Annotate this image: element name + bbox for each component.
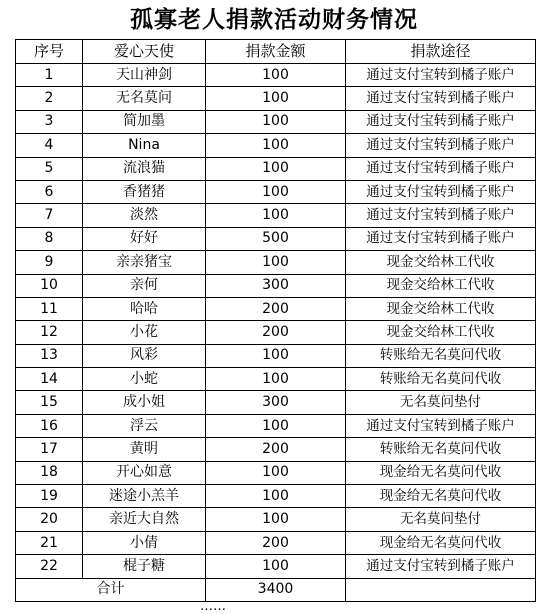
cell-amount: 200 xyxy=(206,438,346,461)
total-amount: 3400 xyxy=(206,578,346,601)
table-row xyxy=(16,274,536,297)
table-row xyxy=(16,297,536,320)
cell-method: 现金交给林工代收 xyxy=(346,251,536,274)
cell-no: 22 xyxy=(16,555,83,578)
cell-amount: 100 xyxy=(206,251,346,274)
cell-amount: 100 xyxy=(206,344,346,367)
cell-amount: 500 xyxy=(206,227,346,250)
donation-table xyxy=(15,39,536,602)
header-donor: 爱心天使 xyxy=(83,40,206,64)
cut-off-footer-note: …… xyxy=(200,599,226,614)
cell-amount: 300 xyxy=(206,391,346,414)
cell-method: 通过支付宝转到橘子账户 xyxy=(346,204,536,227)
table-header-row xyxy=(16,40,536,64)
cell-amount: 200 xyxy=(206,297,346,320)
cell-amount: 100 xyxy=(206,180,346,203)
cell-no: 12 xyxy=(16,321,83,344)
cell-no: 11 xyxy=(16,297,83,320)
cell-no: 18 xyxy=(16,461,83,484)
cell-method: 通过支付宝转到橘子账户 xyxy=(346,414,536,437)
table-row xyxy=(16,368,536,391)
cell-method: 通过支付宝转到橘子账户 xyxy=(346,134,536,157)
cell-donor-name: 亲何 xyxy=(83,274,206,297)
cell-donor-name: 亲亲猪宝 xyxy=(83,251,206,274)
cell-method: 通过支付宝转到橘子账户 xyxy=(346,180,536,203)
page-title: 孤寡老人捐款活动财务情况 xyxy=(130,6,418,33)
cell-no: 3 xyxy=(16,110,83,133)
cell-method: 通过支付宝转到橘子账户 xyxy=(346,157,536,180)
cell-amount: 100 xyxy=(206,368,346,391)
cell-amount: 100 xyxy=(206,414,346,437)
cell-no: 6 xyxy=(16,180,83,203)
header-no: 序号 xyxy=(16,40,83,64)
table-row xyxy=(16,391,536,414)
cell-amount: 100 xyxy=(206,157,346,180)
cell-method: 现金给无名莫问代收 xyxy=(346,531,536,554)
cell-no: 9 xyxy=(16,251,83,274)
cell-donor-name: 简加墨 xyxy=(83,110,206,133)
cell-no: 1 xyxy=(16,64,83,87)
cell-donor-name: 成小姐 xyxy=(83,391,206,414)
cell-method: 转账给无名莫问代收 xyxy=(346,368,536,391)
cell-donor-name: 浮云 xyxy=(83,414,206,437)
cell-no: 16 xyxy=(16,414,83,437)
cell-no: 4 xyxy=(16,134,83,157)
cell-no: 20 xyxy=(16,508,83,531)
cell-method: 通过支付宝转到橘子账户 xyxy=(346,110,536,133)
table-row xyxy=(16,555,536,578)
cell-amount: 100 xyxy=(206,87,346,110)
cell-amount: 200 xyxy=(206,321,346,344)
header-method: 捐款途径 xyxy=(346,40,536,64)
table-row xyxy=(16,87,536,110)
cell-donor-name: 迷途小羔羊 xyxy=(83,485,206,508)
table-row xyxy=(16,321,536,344)
cell-donor-name: 小蛇 xyxy=(83,368,206,391)
cell-amount: 300 xyxy=(206,274,346,297)
cell-method: 无名莫问垫付 xyxy=(346,391,536,414)
cell-no: 5 xyxy=(16,157,83,180)
cell-donor-name: 流浪猫 xyxy=(83,157,206,180)
cell-no: 15 xyxy=(16,391,83,414)
cell-amount: 100 xyxy=(206,134,346,157)
cell-donor-name: 小倩 xyxy=(83,531,206,554)
cell-no: 8 xyxy=(16,227,83,250)
table-row xyxy=(16,204,536,227)
cell-amount: 200 xyxy=(206,531,346,554)
cell-method: 通过支付宝转到橘子账户 xyxy=(346,227,536,250)
table-row xyxy=(16,508,536,531)
table-row xyxy=(16,227,536,250)
table-row xyxy=(16,344,536,367)
cell-method: 无名莫问垫付 xyxy=(346,508,536,531)
table-row xyxy=(16,110,536,133)
cell-donor-name: 淡然 xyxy=(83,204,206,227)
cell-method: 转账给无名莫问代收 xyxy=(346,344,536,367)
cell-donor-name: 棍子糖 xyxy=(83,555,206,578)
cell-method: 现金交给林工代收 xyxy=(346,274,536,297)
cell-donor-name: 天山神剑 xyxy=(83,64,206,87)
cell-no: 2 xyxy=(16,87,83,110)
cell-amount: 100 xyxy=(206,64,346,87)
table-row xyxy=(16,64,536,87)
cell-amount: 100 xyxy=(206,110,346,133)
cell-method: 现金交给林工代收 xyxy=(346,321,536,344)
cell-method: 通过支付宝转到橘子账户 xyxy=(346,87,536,110)
cell-amount: 100 xyxy=(206,555,346,578)
table-row xyxy=(16,438,536,461)
cell-donor-name: Nina xyxy=(83,134,206,157)
cell-donor-name: 小花 xyxy=(83,321,206,344)
cell-method: 现金交给林工代收 xyxy=(346,297,536,320)
total-empty-cell xyxy=(346,578,536,601)
table-row xyxy=(16,461,536,484)
cell-donor-name: 黄明 xyxy=(83,438,206,461)
cell-no: 10 xyxy=(16,274,83,297)
table-row xyxy=(16,531,536,554)
cell-donor-name: 亲近大自然 xyxy=(83,508,206,531)
cell-no: 19 xyxy=(16,485,83,508)
total-label: 合计 xyxy=(16,578,206,601)
table-row xyxy=(16,251,536,274)
table-row xyxy=(16,485,536,508)
total-row xyxy=(16,578,536,601)
cell-method: 通过支付宝转到橘子账户 xyxy=(346,555,536,578)
cell-donor-name: 香猪猪 xyxy=(83,180,206,203)
cell-no: 13 xyxy=(16,344,83,367)
cell-amount: 100 xyxy=(206,485,346,508)
header-amount: 捐款金额 xyxy=(206,40,346,64)
cell-no: 17 xyxy=(16,438,83,461)
table-row xyxy=(16,157,536,180)
table-row xyxy=(16,414,536,437)
cell-donor-name: 无名莫问 xyxy=(83,87,206,110)
cell-donor-name: 好好 xyxy=(83,227,206,250)
cell-donor-name: 开心如意 xyxy=(83,461,206,484)
cell-donor-name: 哈哈 xyxy=(83,297,206,320)
cell-amount: 100 xyxy=(206,508,346,531)
cell-no: 14 xyxy=(16,368,83,391)
cell-amount: 100 xyxy=(206,204,346,227)
cell-method: 现金给无名莫问代收 xyxy=(346,485,536,508)
table-row xyxy=(16,180,536,203)
cell-donor-name: 风彩 xyxy=(83,344,206,367)
cell-no: 7 xyxy=(16,204,83,227)
cell-method: 转账给无名莫问代收 xyxy=(346,438,536,461)
cell-no: 21 xyxy=(16,531,83,554)
table-row xyxy=(16,134,536,157)
cell-amount: 100 xyxy=(206,461,346,484)
cell-method: 现金给无名莫问代收 xyxy=(346,461,536,484)
cell-method: 通过支付宝转到橘子账户 xyxy=(346,64,536,87)
